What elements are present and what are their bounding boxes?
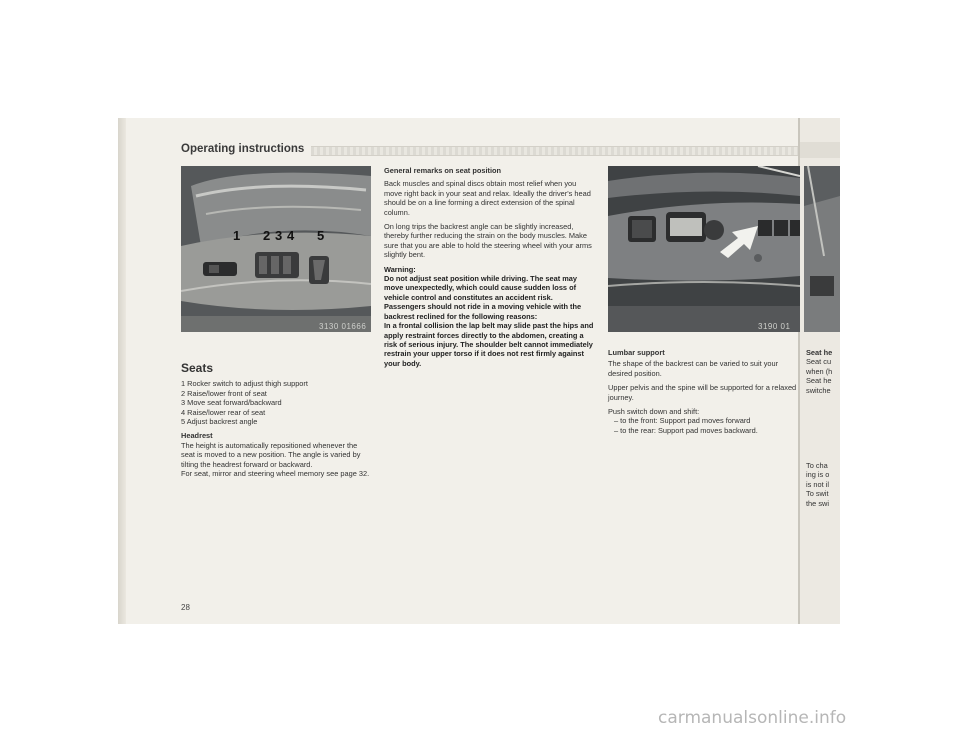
warning-text-1: Do not adjust seat position while driving. The seat may move unexpectedly, which could cause sudden loss of vehicle control and constitutes an accident risk. [384,274,578,302]
header-rule-next-page [800,142,840,158]
seats-item-4: 4 Raise/lower rear of seat [181,407,266,417]
switch-label-4: 4 [287,228,295,243]
switch-label-3: 3 [275,228,283,243]
watermark: carmanualsonline.info [658,708,847,728]
switch-label-1: 1 [233,228,241,243]
warning-text-2: Passengers should not ride in a moving vehicle with the backrest reclined for the following reasons: [384,302,582,321]
photo-code: 3190 01 [758,322,791,331]
headrest-title: Headrest [181,431,213,441]
seats-section [181,361,373,479]
lumbar-paragraph-3: Push switch down and shift: [608,407,700,417]
next-page-line: Seat cu [806,357,832,367]
warning-title: Warning: [384,264,416,274]
general-title: General remarks on seat position [384,166,502,175]
lumbar-paragraph-1: The shape of the backrest can be varied to suit your desired position. [608,359,779,378]
photo-code: 3130 01666 [319,322,367,331]
switch-label-2: 2 [263,228,271,243]
next-page-line: switche [806,385,831,395]
page-spine [118,118,126,624]
next-page-line: To cha [806,461,828,471]
next-page-line: ing is o [806,470,830,480]
seats-item-1: 1 Rocker switch to adjust thigh support [181,379,308,389]
next-page-illustration [804,166,840,332]
general-section [384,166,594,368]
next-page-photo [804,166,840,332]
next-page-text [806,348,840,508]
seat-switches-illustration [181,166,371,332]
lumbar-item-1: – to the front: Support pad moves forward [614,416,751,426]
seats-item-3: 3 Move seat forward/backward [181,398,282,408]
next-page-line: is not il [806,479,830,489]
next-page-line: To swit [806,489,829,499]
general-paragraph-1: Back muscles and spinal discs obtain most relief when you move right back in your seat and relax. Ideally the driver's head should be on a line forming a direct extension of the spinal column. [384,179,591,217]
next-page-line: Seat he [806,376,832,386]
next-page-line: when (h [806,366,833,376]
lumbar-switch-photo [608,166,800,332]
lumbar-paragraph-2: Upper pelvis and the spine will be supported for a relaxed journey. [608,383,797,402]
warning-text-3: In a frontal collision the lap belt may slide past the hips and apply restraint forces directly to the abdomen, creating a risk of serious injury. The shoulder belt cannot immediately restrain your upper torso if it does not rest firmly against your body. [384,321,594,368]
next-page-line: the swi [806,498,830,508]
lumbar-section [608,348,798,435]
headrest-text: The height is automatically repositioned whenever the seat is moved to a new position. The angle is varied by tilting the headrest forward or backward. [181,440,361,469]
seats-title: Seats [181,361,214,375]
next-page-gap [806,395,840,461]
lumbar-switch-illustration [608,166,800,332]
lumbar-item-2: – to the rear: Support pad moves backward. [614,425,758,435]
seats-item-5: 5 Adjust backrest angle [181,417,258,427]
general-paragraph-2: On long trips the backrest angle can be slightly increased, thereby further reducing the strain on the body muscles. Make sure that you are able to hold the steering wheel with your arms slightly bent. [384,222,592,260]
page-number: 28 [181,603,190,612]
switch-label-5: 5 [317,228,325,243]
seat-switches-photo [181,166,371,332]
memory-text: For seat, mirror and steering wheel memory see page 32. [181,469,370,479]
seats-item-2: 2 Raise/lower front of seat [181,388,267,398]
header-rule [311,146,798,156]
next-page-line: Seat he [806,348,833,357]
header-title: Operating instructions [181,143,305,155]
lumbar-title: Lumbar support [608,348,665,357]
